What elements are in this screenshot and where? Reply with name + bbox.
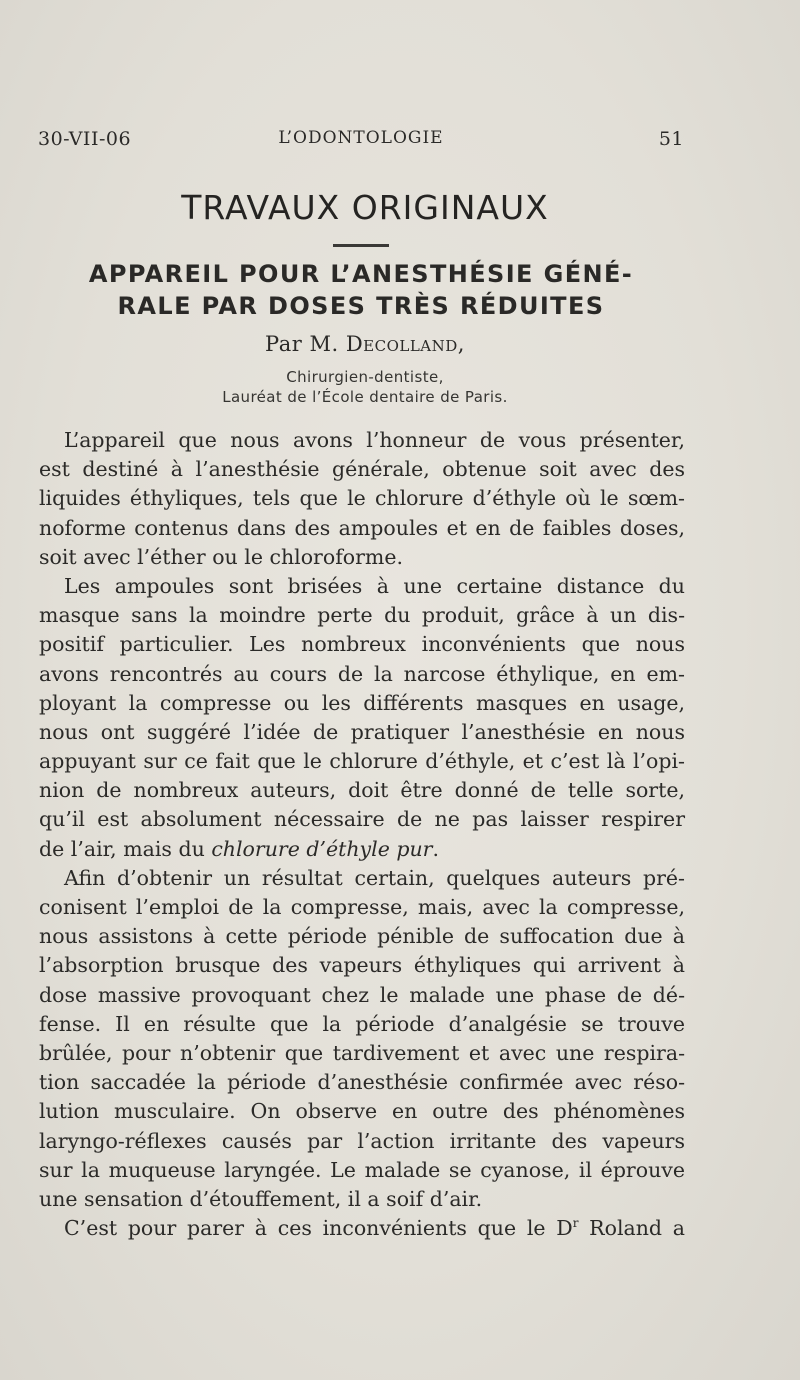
paragraph-1 [39,426,685,572]
paragraph-line: appuyant sur ce fait que le chlorure d’éthyle, et c’est là l’opi- [39,749,685,774]
byline [0,332,730,356]
paragraph-line: Les ampoules sont brisées à une certaine distance du [64,573,685,598]
paragraph-line: une sensation d’étouffement, il a soif d’air. [39,1186,483,1211]
title-rule [333,244,389,247]
paragraph-line: brûlée, pour n’obtenir que tardivement et avec une respira- [39,1040,685,1065]
paragraph-line: avons rencontrés au cours de la narcose éthylique, en em- [39,661,685,686]
text-run: C’est pour parer à ces inconvénients que le D [64,1216,573,1241]
paragraph-line: Afin d’obtenir un résultat certain, quelques auteurs pré- [64,865,685,890]
paragraph-line: nion de nombreux auteurs, doit être donné de telle sorte, [39,778,685,803]
paragraph-line: nous ont suggéré l’idée de pratiquer l’anesthésie en nous [39,719,685,744]
section-title: TRAVAUX ORIGINAUX [181,188,549,227]
paragraph-2 [39,572,685,864]
paragraph-line: tion saccadée la période d’anesthésie confirmée avec réso- [39,1070,685,1095]
italic-text: chlorure d’éthyle pur [211,836,433,861]
page-number: 51 [658,128,684,150]
paragraph-line: ployant la compresse ou les différents masques en usage, [39,690,685,715]
paragraph-line: l’absorption brusque des vapeurs éthyliques qui arrivent à [39,953,685,978]
paragraph-line: nous assistons à cette période pénible de suffocation due à [39,924,685,949]
paragraph-line: conisent l’emploi de la compresse, mais, avec la compresse, [39,895,685,919]
article-title-line-1: APPAREIL POUR L’ANESTHÉSIE GÉNÉ- [88,260,634,288]
byline-prefix: Par M. [265,332,346,356]
header-journal-title: L’ODONTOLOGIE [278,128,444,148]
paragraph-3 [39,864,685,1214]
author-role: Chirurgien-dentiste, [286,368,444,386]
paragraph-line: laryngo-réflexes causés par l’action irritante des vapeurs [39,1128,685,1153]
paragraph-line [39,835,685,864]
paragraph-line: masque sans la moindre perte du produit, grâce à un dis- [39,603,685,628]
article-body [39,426,685,1243]
paragraph-line [39,1214,685,1243]
paragraph-line: liquides éthyliques, tels que le chlorure d’éthyle où le sœm- [39,486,685,511]
superscript: r [572,1216,579,1231]
article-title [35,258,687,322]
paragraph-line: lution musculaire. On observe en outre des phénomènes [39,1099,685,1124]
paragraph-line: soit avec l’éther ou le chloroforme. [39,544,404,569]
author-award: Lauréat de l’École dentaire de Paris. [222,388,508,406]
paragraph-line: sur la muqueuse laryngée. Le malade se cyanose, il éprouve [39,1157,685,1182]
article-title-line-2: RALE PAR DOSES TRÈS RÉDUITES [117,292,605,320]
paragraph-line: positif particulier. Les nombreux inconvénients que nous [39,632,685,657]
paragraph-line: qu’il est absolument nécessaire de ne pas laisser respirer [39,807,685,832]
paragraph-line: fense. Il en résulte que la période d’analgésie se trouve [39,1011,685,1036]
paragraph-line: L’appareil que nous avons l’honneur de vous présenter, [64,428,685,452]
header-date: 30-VII-06 [38,128,132,150]
text-run: Roland a [578,1216,685,1241]
paragraph-line: noforme contenus dans des ampoules et en de faibles doses, [39,515,685,540]
author-name: Decolland, [345,332,465,356]
paragraph-4 [39,1214,685,1243]
paragraph-line: dose massive provoquant chez le malade une phase de dé- [39,982,685,1007]
paragraph-line: est destiné à l’anesthésie générale, obtenue soit avec des [39,457,685,482]
text-run: de l’air, mais du [39,836,212,861]
running-head [38,128,684,156]
text-run: . [432,836,439,861]
